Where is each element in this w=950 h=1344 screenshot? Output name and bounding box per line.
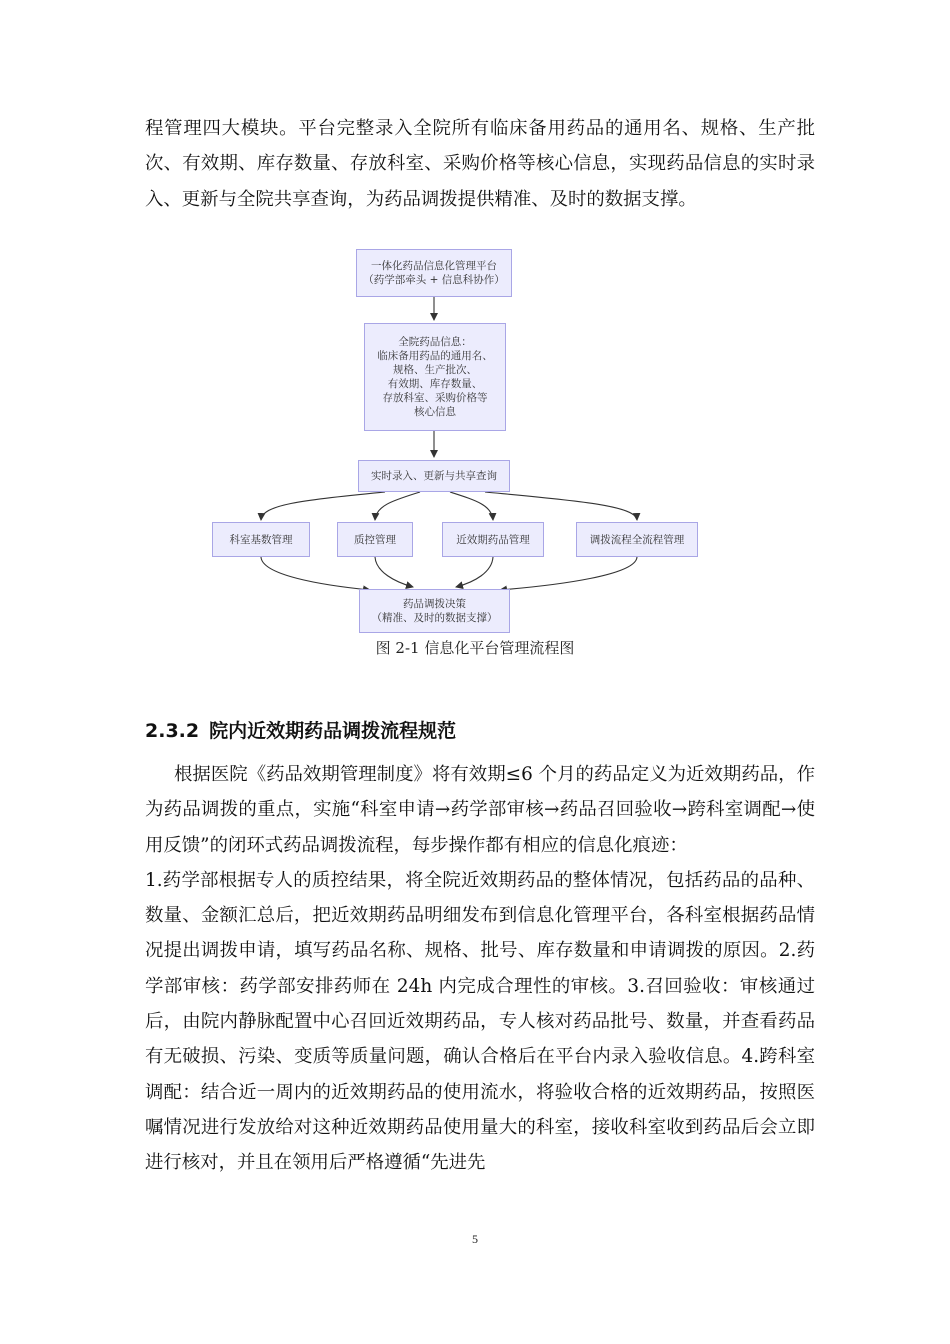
flow-node-dept-base: 科室基数管理 [212,522,310,557]
arrow-module1-to-decision [261,557,370,590]
arrow-realtime-to-module2 [375,492,420,520]
body-paragraph [145,757,815,1181]
flow-node-platform: 一体化药品信息化管理平台 （药学部牵头 + 信息科协作） [356,249,512,297]
arrow-module2-to-decision [375,557,413,587]
arrow-realtime-to-module3 [450,492,493,520]
flow-node-decision: 药品调拨决策 （精准、及时的数据支撑） [359,589,510,633]
page-number: 5 [472,1232,478,1246]
body-paragraph-rest: 1.药学部根据专人的质控结果，将全院近效期药品的整体情况，包括药品的品种、数量、金额汇总后，把近效期药品明细发布到信息化管理平台，各科室根据药品情况提出调拨申请，填写药品名称、规格、批号、库存数量和申请调拨的原因。2.药学部审核：药学部安排药师在 24h 内完成合理性的审核。3.召回验收：审核通过后，由院内静脉配置中心召回近效期药品，专人核对药品批号、数量，并查看药品有无破损、污染、变质等质量问题，确认合格后在平台内录入验收信息。4.跨科室调配：结合近一周内的近效期药品的使用流水，将验收合格的近效期药品，按照医嘱情况进行发放给对这种近效期药品使用量大的科室，接收科室收到药品后会立即进行核对，并且在领用后严格遵循“先进先 [145,869,815,1174]
section-number: 2.3.2 [145,720,200,742]
arrow-module3-to-decision [456,557,493,587]
flow-node-realtime: 实时录入、更新与共享查询 [358,460,510,492]
arrow-realtime-to-module4 [485,492,637,520]
section-title: 院内近效期药品调拨流程规范 [209,720,457,742]
section-heading [145,716,456,743]
flow-node-info: 全院药品信息： 临床备用药品的通用名、 规格、生产批次、 有效期、库存数量、 存放科室、采购价格等 核心信息 [364,323,506,431]
flow-node-quality: 质控管理 [337,522,413,557]
arrow-realtime-to-module1 [261,492,385,520]
body-paragraph-first: 根据医院《药品效期管理制度》将有效期≤6 个月的药品定义为近效期药品，作为药品调拨的重点，实施“科室申请→药学部审核→药品召回验收→跨科室调配→使用反馈”的闭环式药品调拨流程，每步操作都有相应的信息化痕迹： [145,764,815,856]
figure-caption: 图 2-1 信息化平台管理流程图 [375,639,575,657]
intro-paragraph: 程管理四大模块。平台完整录入全院所有临床备用药品的通用名、规格、生产批次、有效期、库存数量、存放科室、采购价格等核心信息，实现药品信息的实时录入、更新与全院共享查询，为药品调拨提供精准、及时的数据支撑。 [145,118,815,210]
flow-node-transfer-process: 调拨流程全流程管理 [576,522,698,557]
flow-node-near-expiry: 近效期药品管理 [442,522,544,557]
arrow-module4-to-decision [500,557,637,590]
